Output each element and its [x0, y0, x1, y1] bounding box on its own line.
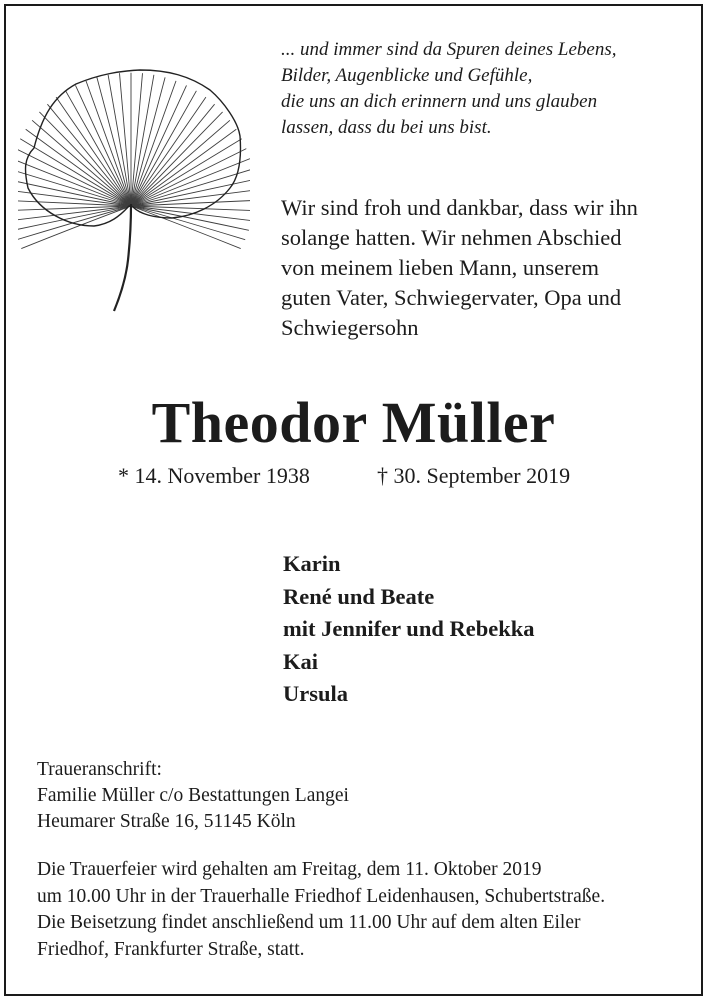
- service-line: um 10.00 Uhr in der Trauerhalle Friedhof Leidenhausen, Schubertstraße.: [37, 885, 606, 907]
- thanks-line: Schwiegersohn: [281, 315, 419, 340]
- family-member: Ursula: [283, 681, 349, 706]
- poem-line: Bilder, Augenblicke und Gefühle,: [281, 65, 533, 86]
- poem-line: die uns an dich erinnern und uns glauben: [281, 91, 598, 112]
- poem-line: ... und immer sind da Spuren deines Lebens,: [281, 39, 617, 60]
- family-list: [283, 548, 535, 711]
- ginkgo-leaf-icon: [18, 66, 250, 318]
- address-line: Familie Müller c/o Bestattungen Langei: [37, 785, 349, 806]
- address-line: Traueranschrift:: [37, 759, 162, 780]
- address-line: Heumarer Straße 16, 51145 Köln: [37, 811, 296, 832]
- poem-line: lassen, dass du bei uns bist.: [281, 117, 492, 138]
- service-line: Die Trauerfeier wird gehalten am Freitag, dem 11. Oktober 2019: [37, 859, 542, 880]
- family-member: Kai: [283, 648, 319, 674]
- family-member: mit Jennifer und Rebekka: [283, 616, 535, 641]
- service-line: Die Beisetzung findet anschließend um 11.00 Uhr auf dem alten Eiler: [37, 912, 581, 933]
- thanks-line: von meinem lieben Mann, unserem: [281, 255, 600, 280]
- mourning-address: [37, 757, 349, 835]
- death-date: † 30. September 2019: [377, 463, 571, 488]
- thanks-line: Wir sind froh und dankbar, dass wir ihn: [281, 195, 638, 220]
- thanks-line: guten Vater, Schwiegervater, Opa und: [281, 285, 622, 310]
- deceased-name: Theodor Müller: [151, 390, 556, 455]
- thanks-line: solange hatten. Wir nehmen Abschied: [281, 225, 622, 250]
- funeral-service-info: [37, 857, 605, 963]
- family-member: René und Beate: [283, 583, 435, 609]
- service-line: Friedhof, Frankfurter Straße, statt.: [37, 938, 305, 960]
- thanks-text: [281, 193, 691, 343]
- family-member: Karin: [283, 551, 341, 576]
- poem: [281, 37, 691, 141]
- birth-date: * 14. November 1938: [118, 463, 310, 488]
